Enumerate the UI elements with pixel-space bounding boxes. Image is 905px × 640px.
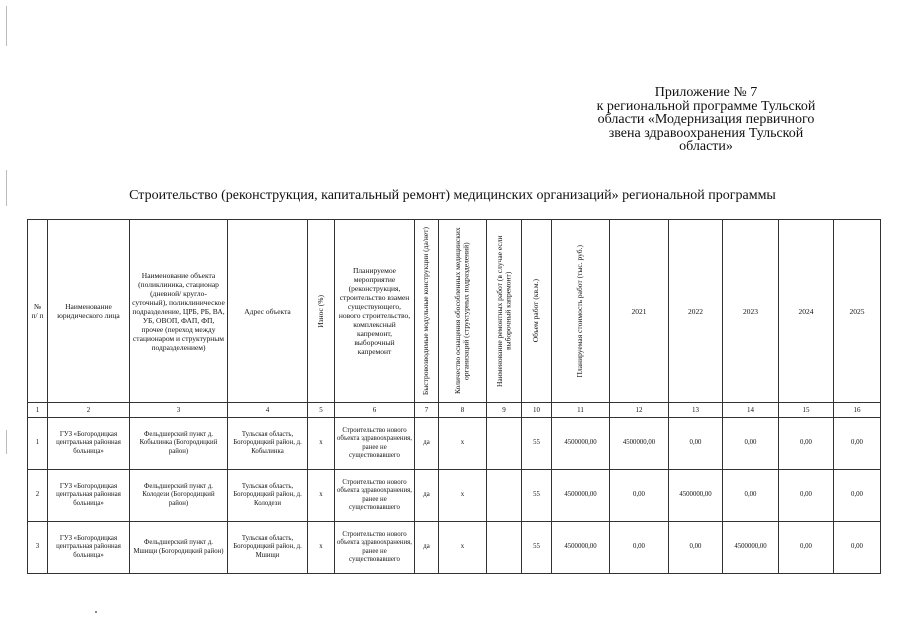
appendix-line: области «Модернизация первичного (597, 112, 815, 127)
cell-activity: Строительство нового объекта здравоохранения, ранее не существовавшего (335, 470, 415, 522)
column-number: 3 (130, 403, 228, 418)
cell-2021: 0,00 (610, 470, 669, 522)
appendix-header (548, 86, 864, 154)
header-cell: 2025 (834, 220, 881, 403)
column-number: 14 (723, 403, 779, 418)
column-number: 15 (779, 403, 834, 418)
scan-speck (95, 611, 97, 613)
cell-repair (487, 522, 522, 574)
cell-no: 1 (28, 418, 48, 470)
header-cell: 2021 (610, 220, 669, 403)
scan-edge-mark (6, 6, 7, 46)
header-cell (522, 220, 552, 403)
cell-address: Тульская область, Богородицкий район, д. Колодези (228, 470, 308, 522)
header-cell (415, 220, 439, 403)
header-cell-text: Объем работ (кв.м.) (531, 279, 541, 343)
cell-equipment: х (439, 418, 487, 470)
column-number: 9 (487, 403, 522, 418)
cell-2025: 0,00 (834, 470, 881, 522)
cell-entity: ГУЗ «Богородицкая центральная районная больница» (48, 418, 130, 470)
column-number: 1 (28, 403, 48, 418)
column-number: 4 (228, 403, 308, 418)
column-number: 12 (610, 403, 669, 418)
table-row (28, 522, 881, 574)
cell-2025: 0,00 (834, 522, 881, 574)
column-number: 6 (335, 403, 415, 418)
cell-entity: ГУЗ «Богородицкая центральная районная больница» (48, 522, 130, 574)
header-cell: Планируемое мероприятие (реконструкция, строительство взамен существующего, нового строительство, комплексный капремонт, выборочный капремонт (335, 220, 415, 403)
cell-activity: Строительство нового объекта здравоохранения, ранее не существовавшего (335, 418, 415, 470)
cell-wear: х (308, 522, 335, 574)
cell-2022: 0,00 (669, 522, 723, 574)
cell-2022: 0,00 (669, 418, 723, 470)
construction-table (27, 219, 881, 574)
table-row (28, 418, 881, 470)
cell-2024: 0,00 (779, 522, 834, 574)
header-cell: 2024 (779, 220, 834, 403)
cell-no: 3 (28, 522, 48, 574)
column-number: 11 (552, 403, 610, 418)
header-cell: 2023 (723, 220, 779, 403)
cell-repair (487, 470, 522, 522)
column-number: 8 (439, 403, 487, 418)
cell-2023: 0,00 (723, 470, 779, 522)
column-number-row (28, 403, 881, 418)
cell-address: Тульская область, Богородицкий район, д. Кобылинка (228, 418, 308, 470)
cell-no: 2 (28, 470, 48, 522)
cell-entity: ГУЗ «Богородицкая центральная районная больница» (48, 470, 130, 522)
header-cell: 2022 (669, 220, 723, 403)
cell-wear: х (308, 418, 335, 470)
header-cell (308, 220, 335, 403)
cell-2023: 0,00 (723, 418, 779, 470)
column-number: 5 (308, 403, 335, 418)
header-row (28, 220, 881, 403)
document-title: Строительство (реконструкция, капитальный ремонт) медицинских организаций» региональной программы (129, 188, 776, 203)
cell-cost: 4500000,00 (552, 470, 610, 522)
cell-2022: 4500000,00 (669, 470, 723, 522)
cell-address: Тульская область, Богородицкий район, д. Мшищи (228, 522, 308, 574)
header-cell (487, 220, 522, 403)
header-cell (552, 220, 610, 403)
table-row (28, 470, 881, 522)
column-number: 10 (522, 403, 552, 418)
column-number: 2 (48, 403, 130, 418)
cell-cost: 4500000,00 (552, 418, 610, 470)
cell-modular: да (415, 522, 439, 574)
header-cell: Наименование юридического лица (48, 220, 130, 403)
cell-volume: 55 (522, 522, 552, 574)
header-cell: Наименование объекта (поликлиника, стационар (дневной/ кругло- суточный), поликлиническое подразделение, ЦРБ, РБ, ВА, УБ, ОВОП, ФАП, ФП, прочее (переход между стационаром и структурным подразделением) (130, 220, 228, 403)
cell-2021: 4500000,00 (610, 418, 669, 470)
cell-repair (487, 418, 522, 470)
cell-modular: да (415, 470, 439, 522)
cell-2024: 0,00 (779, 470, 834, 522)
header-cell-text: Планируемая стоимость работ (тыс. руб.) (575, 244, 585, 378)
cell-activity: Строительство нового объекта здравоохранения, ранее не существовавшего (335, 522, 415, 574)
cell-volume: 55 (522, 470, 552, 522)
header-cell: № п/ п (28, 220, 48, 403)
header-cell-text: Количество оснащения обособленных медицинских организаций (структурных подразделений) (453, 227, 471, 395)
cell-object: Фельдшерский пункт д. Мшищи (Богородицкий район) (130, 522, 228, 574)
cell-volume: 55 (522, 418, 552, 470)
cell-equipment: х (439, 470, 487, 522)
cell-2024: 0,00 (779, 418, 834, 470)
cell-2023: 4500000,00 (723, 522, 779, 574)
cell-modular: да (415, 418, 439, 470)
cell-equipment: х (439, 522, 487, 574)
column-number: 7 (415, 403, 439, 418)
column-number: 13 (669, 403, 723, 418)
cell-object: Фельдшерский пункт д. Кобылинка (Богородицкий район) (130, 418, 228, 470)
column-number: 16 (834, 403, 881, 418)
header-cell (439, 220, 487, 403)
appendix-line: к региональной программе Тульской (596, 98, 816, 114)
cell-cost: 4500000,00 (552, 522, 610, 574)
header-cell: Адрес объекта (228, 220, 308, 403)
appendix-line: Приложение № 7 (654, 85, 758, 100)
scan-edge-mark (6, 430, 7, 454)
cell-2025: 0,00 (834, 418, 881, 470)
header-cell-text: Износ (%) (315, 294, 325, 328)
cell-2021: 0,00 (610, 522, 669, 574)
appendix-line: звена здравоохранения Тульской (608, 125, 804, 141)
appendix-line: области» (679, 139, 733, 154)
header-cell-text: Быстровозводимые модульные конструкции (да/нет) (421, 226, 431, 396)
cell-wear: х (308, 470, 335, 522)
header-cell-text: Наименование ремонтных работ (в случае если выборочный капремонт) (494, 235, 512, 387)
cell-object: Фельдшерский пункт д. Колодези (Богородицкий район) (130, 470, 228, 522)
